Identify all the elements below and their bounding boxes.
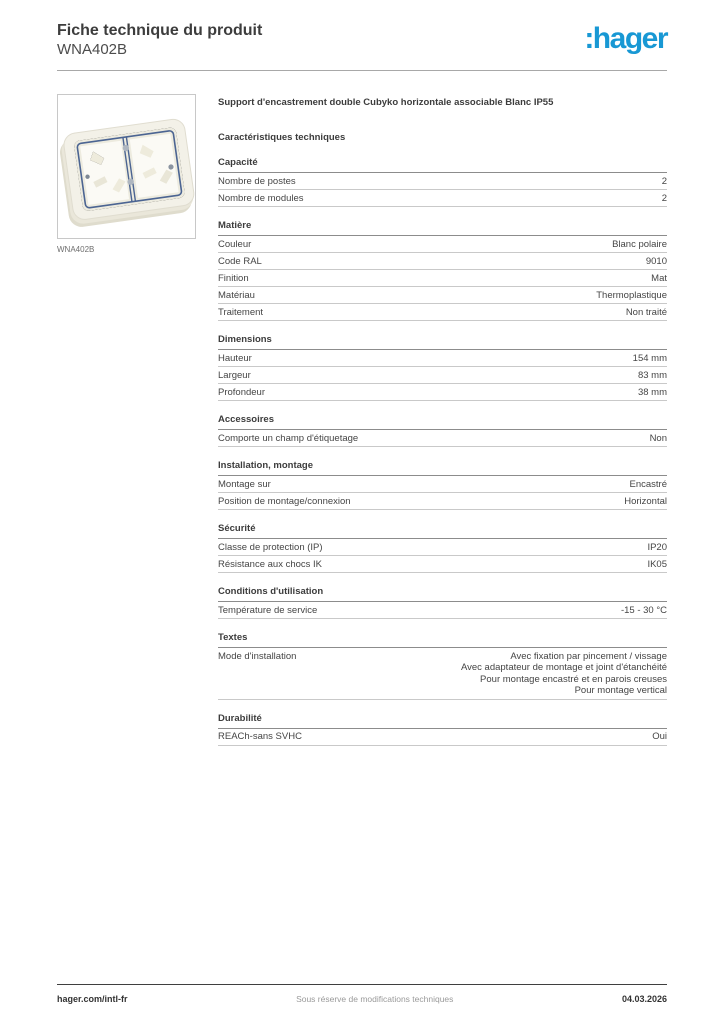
spec-row-label: Mode d'installation [218, 650, 297, 662]
spec-row-label: Nombre de modules [218, 192, 304, 204]
spec-row-label: Comporte un champ d'étiquetage [218, 432, 359, 444]
spec-row-label: Traitement [218, 306, 264, 318]
spec-row-value: 2 [661, 175, 667, 187]
spec-sections [218, 157, 667, 746]
spec-row [218, 173, 667, 190]
product-image [57, 94, 196, 239]
spec-row-label: Position de montage/connexion [218, 495, 351, 507]
spec-row-label: Finition [218, 272, 249, 284]
spec-row-value: IP20 [647, 541, 667, 553]
spec-row-value [461, 651, 667, 697]
page-title: Fiche technique du produit [57, 22, 263, 39]
spec-row-label: Profondeur [218, 386, 266, 398]
spec-section-title: Conditions d'utilisation [218, 586, 667, 602]
spec-row-value: IK05 [647, 558, 667, 570]
spec-row-label: Température de service [218, 604, 318, 616]
spec-row-value: 154 mm [632, 352, 667, 364]
spec-section [218, 414, 667, 447]
spec-row-value: Non traité [625, 306, 667, 318]
spec-row-label: Matériau [218, 289, 255, 301]
characteristics-heading: Caractéristiques techniques [218, 132, 346, 143]
spec-row-label: Montage sur [218, 478, 271, 490]
spec-row [218, 556, 667, 573]
spec-section-title: Dimensions [218, 334, 667, 350]
spec-section-title: Textes [218, 632, 667, 648]
spec-row-value: Mat [651, 272, 667, 284]
spec-section-title: Installation, montage [218, 460, 667, 476]
spec-row-value: 9010 [645, 255, 667, 267]
spec-row [218, 350, 667, 367]
spec-section [218, 220, 667, 321]
spec-row-value: 38 mm [637, 386, 667, 398]
spec-section-title: Capacité [218, 157, 667, 173]
spec-row [218, 367, 667, 384]
spec-section [218, 586, 667, 619]
product-frame-illustration [58, 95, 196, 239]
spec-row-value-line: Pour montage vertical [574, 685, 667, 696]
footer-website-link[interactable]: hager.com/intl-fr [57, 994, 128, 1004]
spec-row-label: Nombre de postes [218, 175, 296, 187]
spec-section [218, 523, 667, 573]
spec-row [218, 304, 667, 321]
spec-row [218, 253, 667, 270]
spec-row-value-line: Avec adaptateur de montage et joint d'étanchéité [460, 662, 667, 673]
spec-row-label: Code RAL [218, 255, 262, 267]
product-description: Support d'encastrement double Cubyko horizontale associable Blanc IP55 [218, 97, 554, 108]
spec-section [218, 157, 667, 207]
spec-row-value: Oui [652, 731, 667, 742]
spec-row [218, 287, 667, 304]
spec-row [218, 729, 667, 746]
product-image-column [57, 94, 196, 746]
main-content [57, 94, 667, 746]
spec-section [218, 713, 667, 746]
spec-row-label: Hauteur [218, 352, 252, 364]
spec-row [218, 270, 667, 287]
spec-row-label: Résistance aux chocs IK [218, 558, 323, 570]
spec-row-label: REACh-sans SVHC [218, 731, 302, 742]
page-header [57, 0, 667, 58]
spec-row [218, 648, 667, 700]
spec-row [218, 384, 667, 401]
spec-section-title: Accessoires [218, 414, 667, 430]
spec-row [218, 190, 667, 207]
spec-row-value: Horizontal [624, 495, 667, 507]
product-image-caption: WNA402B [57, 245, 95, 254]
spec-row [218, 236, 667, 253]
product-reference: WNA402B [57, 41, 128, 58]
spec-row [218, 476, 667, 493]
footer-notice: Sous réserve de modifications techniques [296, 994, 454, 1004]
spec-row-label: Largeur [218, 369, 251, 381]
spec-row-value: Non [649, 432, 667, 444]
spec-row-value: -15 - 30 °C [620, 604, 667, 616]
header-titles [57, 21, 262, 58]
header-divider [57, 70, 667, 71]
spec-row [218, 602, 667, 619]
spec-row-value-line: Avec fixation par pincement / vissage [510, 650, 667, 662]
spec-row [218, 430, 667, 447]
spec-row [218, 539, 667, 556]
spec-row-value: Encastré [629, 478, 667, 490]
spec-row-value: 2 [661, 192, 667, 204]
spec-row-value-line: Pour montage encastré et en parois creuses [480, 673, 667, 685]
hager-logo: :hager [584, 22, 667, 55]
spec-section [218, 460, 667, 510]
spec-section-title: Matière [218, 220, 667, 236]
specifications-column [218, 94, 667, 746]
spec-row-value: Thermoplastique [596, 289, 667, 301]
footer-date: 04.03.2026 [621, 994, 667, 1004]
spec-section-title: Sécurité [218, 523, 667, 539]
spec-section-title: Durabilité [218, 713, 667, 729]
spec-row-value: Blanc polaire [612, 238, 667, 250]
spec-section [218, 632, 667, 700]
page-footer [57, 984, 667, 1004]
spec-row-label: Classe de protection (IP) [218, 541, 323, 553]
spec-row-label: Couleur [218, 238, 252, 250]
spec-row [218, 493, 667, 510]
spec-section [218, 334, 667, 401]
spec-row-value: 83 mm [637, 369, 667, 381]
